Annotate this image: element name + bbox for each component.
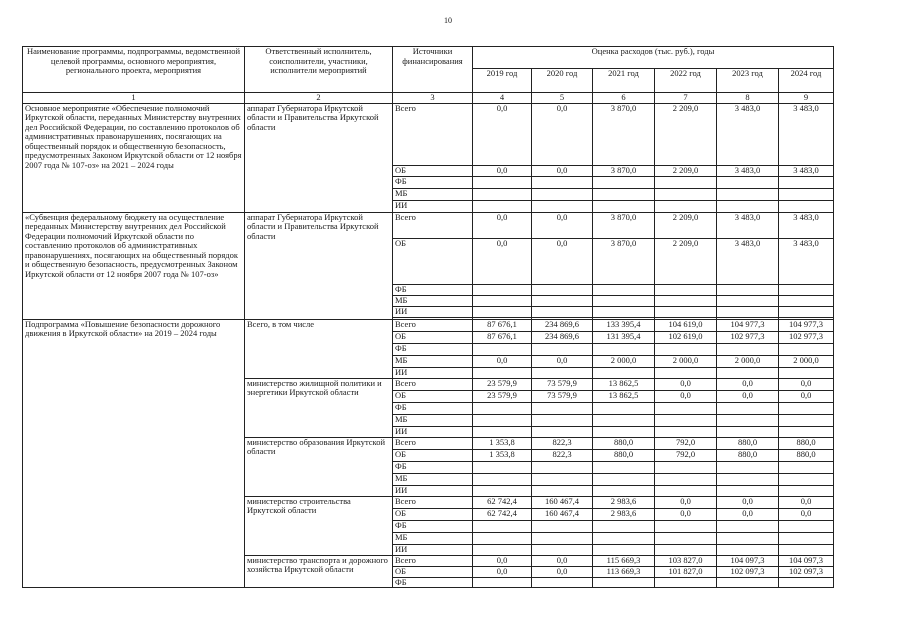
column-number: 5	[532, 93, 593, 104]
table-row	[23, 103, 834, 165]
value-cell: 0,0	[473, 212, 532, 238]
value-cell: 0,0	[473, 566, 532, 577]
value-cell: 160 467,4	[532, 508, 593, 520]
value-cell: 0,0	[532, 103, 593, 165]
value-cell: 62 742,4	[473, 496, 532, 508]
value-cell: 104 619,0	[655, 319, 717, 331]
value-cell: 0,0	[717, 378, 779, 390]
source-label: ОБ	[393, 165, 473, 176]
executor-name: министерство образования Иркутской области	[245, 437, 393, 496]
value-cell: 822,3	[532, 437, 593, 449]
table-row	[23, 212, 834, 238]
value-cell: 62 742,4	[473, 508, 532, 520]
value-cell: 3 870,0	[593, 212, 655, 238]
value-cell: 3 483,0	[779, 103, 834, 165]
column-number: 7	[655, 93, 717, 104]
source-label: ФБ	[393, 343, 473, 355]
source-label: ФБ	[393, 461, 473, 473]
value-cell: 3 483,0	[779, 165, 834, 176]
value-cell: 0,0	[655, 390, 717, 402]
value-cell: 792,0	[655, 437, 717, 449]
executor-name: министерство транспорта и дорожного хозяйства Иркутской области	[245, 555, 393, 588]
value-cell: 3 483,0	[779, 212, 834, 238]
column-number: 8	[717, 93, 779, 104]
value-cell: 0,0	[532, 238, 593, 284]
value-cell: 792,0	[655, 449, 717, 461]
value-cell: 0,0	[779, 508, 834, 520]
table-row	[23, 319, 834, 331]
source-label: МБ	[393, 188, 473, 200]
value-cell: 2 000,0	[717, 355, 779, 367]
value-cell: 2 209,0	[655, 212, 717, 238]
value-cell: 3 483,0	[717, 165, 779, 176]
executor-name: Всего, в том числе	[245, 319, 393, 378]
value-cell: 3 483,0	[717, 238, 779, 284]
value-cell: 0,0	[655, 496, 717, 508]
source-label: Всего	[393, 555, 473, 566]
value-cell: 880,0	[779, 437, 834, 449]
source-label: ОБ	[393, 508, 473, 520]
source-label: ОБ	[393, 390, 473, 402]
value-cell: 115 669,3	[593, 555, 655, 566]
value-cell: 1 353,8	[473, 449, 532, 461]
column-number: 2	[245, 93, 393, 104]
value-cell: 13 862,5	[593, 378, 655, 390]
column-number: 3	[393, 93, 473, 104]
column-number: 4	[473, 93, 532, 104]
value-cell: 102 977,3	[779, 331, 834, 343]
value-cell: 160 467,4	[532, 496, 593, 508]
value-cell: 2 209,0	[655, 165, 717, 176]
source-label: МБ	[393, 532, 473, 544]
value-cell: 73 579,9	[532, 378, 593, 390]
value-cell: 3 483,0	[717, 212, 779, 238]
column-number: 9	[779, 93, 834, 104]
value-cell: 104 977,3	[779, 319, 834, 331]
value-cell: 102 097,3	[717, 566, 779, 577]
value-cell: 0,0	[473, 103, 532, 165]
value-cell: 2 983,6	[593, 496, 655, 508]
source-label: Всего	[393, 212, 473, 238]
value-cell: 2 000,0	[655, 355, 717, 367]
value-cell: 880,0	[593, 449, 655, 461]
value-cell: 3 870,0	[593, 238, 655, 284]
source-label: Всего	[393, 496, 473, 508]
value-cell: 23 579,9	[473, 390, 532, 402]
value-cell: 0,0	[532, 355, 593, 367]
executor-name: министерство строительства Иркутской области	[245, 496, 393, 555]
source-label: Всего	[393, 378, 473, 390]
source-label: ИИ	[393, 306, 473, 317]
value-cell: 0,0	[532, 212, 593, 238]
value-cell: 2 209,0	[655, 238, 717, 284]
value-cell: 2 000,0	[593, 355, 655, 367]
header-year: 2024 год	[779, 69, 834, 93]
value-cell: 822,3	[532, 449, 593, 461]
budget-table	[22, 46, 834, 588]
value-cell: 0,0	[532, 165, 593, 176]
value-cell: 1 353,8	[473, 437, 532, 449]
value-cell: 0,0	[779, 378, 834, 390]
header-estimate: Оценка расходов (тыс. руб.), годы	[473, 47, 834, 69]
value-cell: 234 869,6	[532, 331, 593, 343]
source-label: ФБ	[393, 577, 473, 588]
source-label: ИИ	[393, 426, 473, 437]
source-label: ИИ	[393, 200, 473, 212]
column-number: 6	[593, 93, 655, 104]
value-cell: 234 869,6	[532, 319, 593, 331]
source-label: ФБ	[393, 520, 473, 532]
value-cell: 131 395,4	[593, 331, 655, 343]
value-cell: 102 619,0	[655, 331, 717, 343]
header-year: 2022 год	[655, 69, 717, 93]
value-cell: 23 579,9	[473, 378, 532, 390]
value-cell: 880,0	[779, 449, 834, 461]
value-cell: 13 862,5	[593, 390, 655, 402]
header-executor-column: Ответственный исполнитель, соисполнители, участники, исполнители мероприятий	[245, 47, 393, 93]
value-cell: 880,0	[717, 449, 779, 461]
value-cell: 3 483,0	[779, 238, 834, 284]
column-number: 1	[23, 93, 245, 104]
value-cell: 0,0	[717, 496, 779, 508]
value-cell: 880,0	[593, 437, 655, 449]
value-cell: 103 827,0	[655, 555, 717, 566]
value-cell: 2 000,0	[779, 355, 834, 367]
source-label: ИИ	[393, 485, 473, 496]
value-cell: 3 870,0	[593, 165, 655, 176]
source-label: ИИ	[393, 544, 473, 555]
value-cell: 0,0	[473, 165, 532, 176]
value-cell: 0,0	[473, 238, 532, 284]
value-cell: 0,0	[655, 378, 717, 390]
value-cell: 102 977,3	[717, 331, 779, 343]
value-cell: 104 097,3	[779, 555, 834, 566]
value-cell: 0,0	[717, 390, 779, 402]
value-cell: 2 209,0	[655, 103, 717, 165]
source-label: Всего	[393, 319, 473, 331]
source-label: МБ	[393, 414, 473, 426]
value-cell: 73 579,9	[532, 390, 593, 402]
source-label: ОБ	[393, 566, 473, 577]
value-cell: 880,0	[717, 437, 779, 449]
source-label: ОБ	[393, 331, 473, 343]
value-cell: 0,0	[655, 508, 717, 520]
value-cell: 0,0	[779, 390, 834, 402]
source-label: ОБ	[393, 449, 473, 461]
source-label: Всего	[393, 103, 473, 165]
source-label: ФБ	[393, 402, 473, 414]
value-cell: 0,0	[717, 508, 779, 520]
header-name-column: Наименование программы, подпрограммы, ведомственной целевой программы, основного мероприятия, регионального проекта, мероприятия	[23, 47, 245, 93]
value-cell: 87 676,1	[473, 319, 532, 331]
value-cell: 113 669,3	[593, 566, 655, 577]
value-cell: 3 483,0	[717, 103, 779, 165]
value-cell: 2 983,6	[593, 508, 655, 520]
value-cell: 133 395,4	[593, 319, 655, 331]
source-label: МБ	[393, 355, 473, 367]
value-cell: 3 870,0	[593, 103, 655, 165]
value-cell: 101 827,0	[655, 566, 717, 577]
header-year: 2019 год	[473, 69, 532, 93]
header-year: 2020 год	[532, 69, 593, 93]
source-label: МБ	[393, 473, 473, 485]
source-label: МБ	[393, 295, 473, 306]
source-label: Всего	[393, 437, 473, 449]
executor-name: аппарат Губернатора Иркутской области и Правительства Иркутской области	[245, 103, 393, 212]
value-cell: 0,0	[532, 555, 593, 566]
value-cell: 102 097,3	[779, 566, 834, 577]
header-source-column: Источники финансирования	[393, 47, 473, 93]
header-year: 2021 год	[593, 69, 655, 93]
source-label: ОБ	[393, 238, 473, 284]
source-label: ФБ	[393, 176, 473, 188]
subprogram-name: Подпрограмма «Повышение безопасности дорожного движения в Иркутской области» на 2019 – 2024 годы	[23, 319, 245, 588]
value-cell: 104 977,3	[717, 319, 779, 331]
value-cell: 0,0	[473, 355, 532, 367]
measure-name: Основное мероприятие «Обеспечение полномочий Иркутской области, переданных Министерству внутренних дел Российской Федерации, по составлению протоколов об административных правонарушениях, посягающих на общественный порядок и общественную безопасность, предусмотренных Законом Иркутской области от 12 ноября 2007 года № 107-оз» на 2021 – 2024 годы	[23, 103, 245, 212]
source-label: ИИ	[393, 367, 473, 378]
header-year: 2023 год	[717, 69, 779, 93]
value-cell: 87 676,1	[473, 331, 532, 343]
measure-name: «Субвенция федеральному бюджету на осуществление переданных Министерству внутренних дел Российской Федерации полномочий Иркутской области по составлению протоколов об административных правонарушениях, посягающих на общественный порядок и общественную безопасность, предусмотренных Законом Иркутской области от 12 ноября 2007 года № 107-оз»	[23, 212, 245, 319]
page-number: 10	[444, 16, 452, 25]
executor-name: аппарат Губернатора Иркутской области и Правительства Иркутской области	[245, 212, 393, 319]
source-label: ФБ	[393, 284, 473, 295]
value-cell: 0,0	[779, 496, 834, 508]
value-cell: 0,0	[473, 555, 532, 566]
value-cell: 104 097,3	[717, 555, 779, 566]
value-cell: 0,0	[532, 566, 593, 577]
executor-name: министерство жилищной политики и энергетики Иркутской области	[245, 378, 393, 437]
